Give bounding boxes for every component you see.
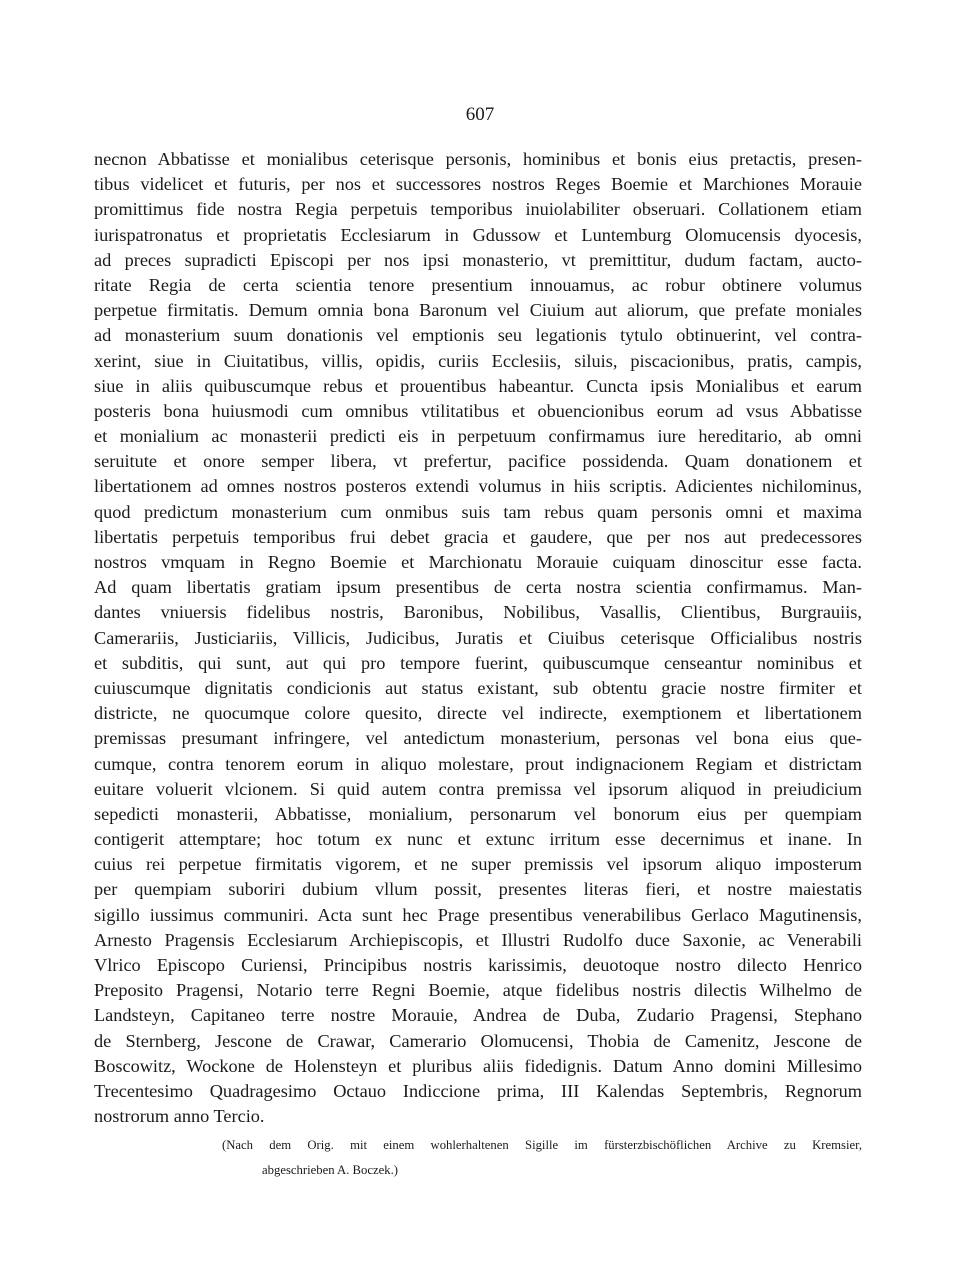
text-line: libertationem ad omnes nostros posteros extendi volumus in hiis scriptis. Adicientes nichilominus,	[94, 476, 862, 497]
text-line: per quempiam suboriri dubium vllum possit, presentes literas fieri, et nostre maiestatis	[94, 879, 862, 900]
text-line: Camerariis, Justiciariis, Villicis, Judicibus, Juratis et Ciuibus ceterisque Officialibus nostris	[94, 627, 862, 648]
text-line: contigerit attemptare; hoc totum ex nunc et extunc irritum esse decernimus et inane. In	[94, 829, 862, 850]
text-line: siue in aliis quibuscumque rebus et prouentibus habeantur. Cuncta ipsis Monialibus et earum	[94, 375, 862, 396]
text-line: et monialium ac monasterii predicti eis in perpetuum confirmamus iure hereditario, ab omni	[94, 426, 862, 447]
text-line: Boscowitz, Wockone de Holensteyn et pluribus aliis fidedignis. Datum Anno domini Millesimo	[94, 1055, 862, 1076]
text-line: necnon Abbatisse et monialibus ceterisque personis, hominibus et bonis eius pretactis, presen-	[94, 149, 862, 169]
text-line: cumque, contra tenorem eorum in aliquo molestare, prout indignacionem Regiam et districtam	[94, 753, 862, 774]
text-line: tibus videlicet et futuris, per nos et successores nostros Reges Boemie et Marchiones Morauie	[94, 174, 862, 195]
text-line: ad monasterium suum donationis vel emptionis seu legationis tytulo obtinuerint, vel contra-	[94, 325, 862, 346]
text-line: euitare voluerit vlcionem. Si quid autem contra premissa vel ipsorum aliquod in preiudicium	[94, 778, 862, 799]
text-line: Ad quam libertatis gratiam ipsum presentibus de certa nostra scientia confirmamus. Man-	[94, 577, 862, 598]
text-line: ritate Regia de certa scientia tenore presentium innouamus, ac robur obtinere volumus	[94, 274, 862, 295]
text-line: premissas presumant infringere, vel antedictum monasterium, personas vel bona eius que-	[94, 728, 862, 749]
text-line: de Sternberg, Jescone de Crawar, Camerario Olomucensi, Thobia de Camenitz, Jescone de	[94, 1030, 862, 1051]
document-body	[94, 147, 862, 1129]
text-line: promittimus fide nostra Regia perpetuis temporibus inuiolabiliter obseruari. Collationem etiam	[94, 199, 862, 220]
source-note-line: (Nach dem Orig. mit einem wohlerhaltenen Sigille im fürsterzbischöflichen Archive zu Kremsier,	[222, 1138, 862, 1152]
text-line: posteris bona huiusmodi cum omnibus vtilitatibus et obuencionibus eorum ad vsus Abbatisse	[94, 400, 862, 421]
text-line: iurispatronatus et proprietatis Ecclesiarum in Gdussow et Luntemburg Olomucensis dyocesis,	[94, 224, 862, 245]
source-note-line: abgeschrieben A. Boczek.)	[262, 1163, 398, 1177]
text-line: Preposito Pragensi, Notario terre Regni Boemie, atque fidelibus nostris dilectis Wilhelmo de	[94, 980, 862, 1001]
text-line: et subditis, qui sunt, aut qui pro tempore fuerint, quibuscumque censeantur nominibus et	[94, 652, 862, 673]
text-line: dantes vniuersis fidelibus nostris, Baronibus, Nobilibus, Vasallis, Clientibus, Burgrauiis,	[94, 602, 862, 623]
text-line: Trecentesimo Quadragesimo Octauo Indiccione prima, III Kalendas Septembris, Regnorum	[94, 1080, 862, 1101]
text-line: seruitute et onore semper libera, vt prefertur, pacifice possidenda. Quam donationem et	[94, 451, 862, 472]
text-line: libertatis perpetuis temporibus frui debet gracia et gaudere, que per nos aut predecessores	[94, 526, 862, 547]
text-line: ad preces supradicti Episcopi per nos ipsi monasterio, vt premittitur, dudum factam, aucto-	[94, 249, 862, 270]
source-note	[222, 1133, 862, 1183]
text-line: cuiuscumque dignitatis condicionis aut status existant, sub obtentu gracie nostre firmiter et	[94, 677, 862, 698]
text-line: nostros vmquam in Regno Boemie et Marchionatu Morauie cuiquam dinoscitur esse facta.	[94, 552, 862, 572]
text-line: districte, ne quocumque colore quesito, directe vel indirecte, exemptionem et libertationem	[94, 703, 862, 724]
text-line: Landsteyn, Capitaneo terre nostre Morauie, Andrea de Duba, Zudario Pragensi, Stephano	[94, 1005, 862, 1026]
page-number: 607	[465, 104, 495, 125]
text-line: nostrorum anno Tercio.	[94, 1106, 265, 1127]
text-line: perpetue firmitatis. Demum omnia bona Baronum vel Ciuium aut aliorum, que prefate moniales	[94, 300, 862, 321]
text-line: Arnesto Pragensis Ecclesiarum Archiepiscopis, et Illustri Rudolfo duce Saxonie, ac Venerabili	[94, 929, 862, 950]
text-line: sigillo iussimus communiri. Acta sunt hec Prage presentibus venerabilibus Gerlaco Magutinensis,	[94, 904, 862, 925]
text-line: Vlrico Episcopo Curiensi, Principibus nostris karissimis, deuotoque nostro dilecto Henrico	[94, 955, 862, 975]
text-line: quod predictum monasterium cum onmibus suis tam rebus quam personis omni et maxima	[94, 501, 862, 522]
text-line: xerint, siue in Ciuitatibus, villis, opidis, curiis Ecclesiis, siluis, piscacionibus, pratis, campis,	[94, 350, 862, 371]
text-line: sepedicti monasterii, Abbatisse, monialium, personarum vel bonorum eius per quempiam	[94, 803, 862, 824]
text-line: cuius rei perpetue firmitatis vigorem, et ne super premissis vel ipsorum aliquo imposterum	[94, 854, 862, 875]
